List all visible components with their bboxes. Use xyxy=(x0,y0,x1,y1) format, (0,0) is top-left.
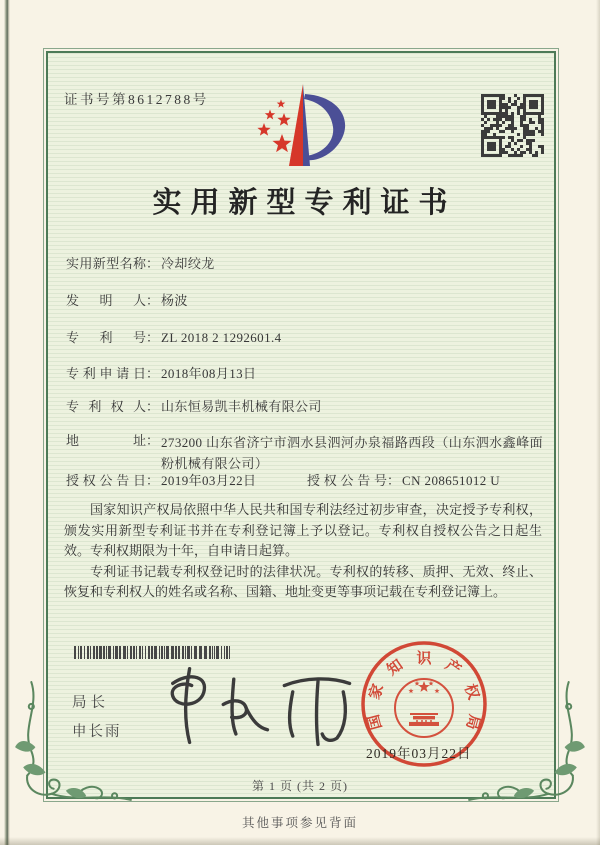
page-indicator: 第 1 页 (共 2 页) xyxy=(252,779,348,793)
field-colon: ： xyxy=(146,256,160,271)
field-label: 地址 xyxy=(66,433,146,448)
field-colon: ： xyxy=(387,473,401,488)
notice-paragraph-2: 专利证书记载专利权登记时的法律状况。专利权的转移、质押、无效、终止、恢复和专利权人的姓名或名称、国籍、地址变更等事项记载在专利登记簿上。 xyxy=(64,563,542,599)
field-colon: ： xyxy=(146,433,160,448)
field-row-address xyxy=(66,432,543,474)
field-label: 实用新型名称 xyxy=(66,256,146,271)
svg-text:产: 产 xyxy=(441,657,464,679)
field-label: 发明人 xyxy=(66,293,146,308)
field-label: 授权公告日 xyxy=(66,473,146,488)
certificate-title: 实用新型专利证书 xyxy=(152,187,457,219)
scan-edge-left xyxy=(4,0,10,845)
field-row-grant xyxy=(66,472,500,489)
field-label: 专利权人 xyxy=(66,399,146,414)
field-row-inventor xyxy=(66,292,188,309)
field-colon: ： xyxy=(146,330,160,345)
field-colon: ： xyxy=(146,293,160,308)
field-value: CN 208651012 U xyxy=(402,473,501,488)
svg-text:国: 国 xyxy=(366,712,386,732)
field-value: 杨波 xyxy=(161,293,188,308)
field-value: 273200 山东省济宁市泗水县泗河办泉福路西段（山东泗水鑫峰面粉机械有限公司） xyxy=(161,435,544,471)
field-value: 2019年03月22日 xyxy=(161,473,257,488)
field-colon: ： xyxy=(146,366,160,381)
svg-text:知: 知 xyxy=(384,657,407,679)
svg-text:识: 识 xyxy=(416,651,432,667)
svg-text:局: 局 xyxy=(462,712,482,732)
scan-edge-right xyxy=(596,0,600,845)
director-name: 申长雨 xyxy=(72,724,122,740)
scan-edge-bottom xyxy=(0,837,600,845)
national-emblem-icon xyxy=(395,679,453,737)
notice-paragraph-1: 国家知识产权局依照中华人民共和国专利法经过初步审查，决定授予专利权，颁发实用新型专利证书并在专利登记簿上予以登记。专利权自授权公告之日起生效。专利权期限为十年，自申请日起算。 xyxy=(64,502,542,558)
field-value: 2018年08月13日 xyxy=(161,366,257,381)
field-row-filing-date xyxy=(66,365,256,382)
svg-text:家: 家 xyxy=(366,682,388,702)
field-label: 专利申请日 xyxy=(66,366,146,381)
field-label: 专利号 xyxy=(66,330,146,345)
svg-text:权: 权 xyxy=(460,682,482,702)
field-value: 山东恒易凯丰机械有限公司 xyxy=(161,399,322,414)
certificate-number: 证书号第8612788号 xyxy=(64,92,209,107)
field-value: 冷却绞龙 xyxy=(161,256,215,271)
field-label: 授权公告号 xyxy=(307,473,388,488)
seal-date: 2019年03月22日 xyxy=(366,746,472,761)
barcode-icon xyxy=(74,646,232,659)
back-side-note: 其他事项参见背面 xyxy=(241,816,358,830)
field-colon: ： xyxy=(146,399,160,414)
field-row-name xyxy=(66,255,215,272)
field-colon: ： xyxy=(146,473,160,488)
qr-code-icon xyxy=(481,94,544,157)
field-row-patent-no xyxy=(66,329,282,346)
field-row-patentee xyxy=(66,398,322,415)
director-signature-icon xyxy=(158,660,358,750)
legal-notice xyxy=(64,500,542,603)
field-value: ZL 2018 2 1292601.4 xyxy=(161,330,282,345)
director-title: 局长 xyxy=(72,695,109,711)
cnipa-logo-icon xyxy=(248,74,358,189)
